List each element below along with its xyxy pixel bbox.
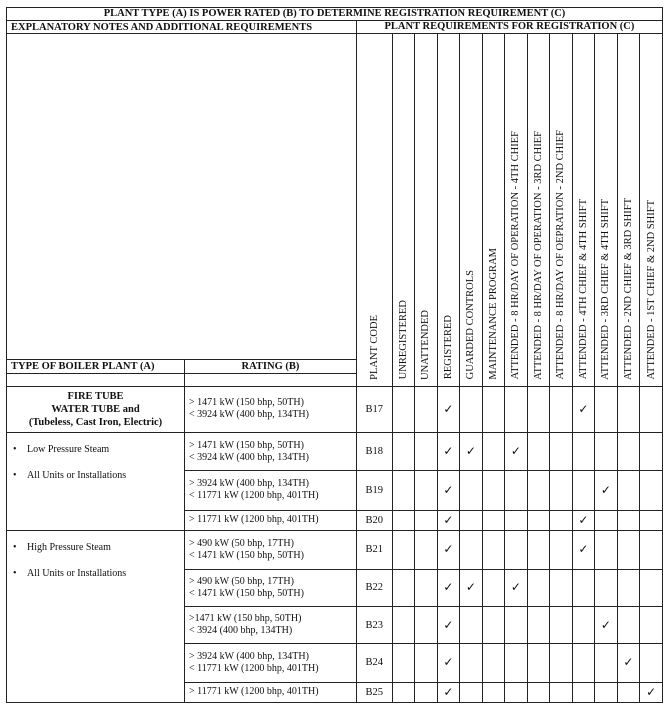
text-line: < 3924 kW (400 bhp, 134TH) — [189, 451, 309, 463]
text-line: > 490 kW (50 bhp, 17TH) — [189, 537, 294, 549]
table-row — [7, 386, 663, 433]
plant-code-cell: B25 — [356, 682, 392, 702]
column-header — [550, 34, 573, 386]
empty-cell — [550, 607, 573, 644]
empty-cell — [617, 607, 640, 644]
check-mark-icon: ✓ — [505, 569, 528, 607]
empty-cell — [550, 643, 573, 682]
empty-cell — [392, 607, 415, 644]
text-line: > 11771 kW (1200 bhp, 401TH) — [189, 514, 319, 526]
check-mark-icon: ✓ — [572, 510, 595, 530]
empty-cell — [460, 682, 483, 702]
empty-cell — [505, 643, 528, 682]
column-header — [595, 34, 618, 386]
rating-cell — [185, 470, 357, 510]
column-header-label: REGISTERED — [442, 315, 454, 380]
empty-cell — [617, 682, 640, 702]
empty-cell — [482, 386, 505, 433]
check-mark-icon: ✓ — [617, 643, 640, 682]
column-header-label: MAINTENANCE PROGRAM — [487, 247, 499, 380]
empty-cell — [550, 530, 573, 569]
column-header-label: ATTENDED - 8 HR/DAY OF OEPRATION - 2ND CHIEF — [555, 130, 567, 380]
plant-group-notes — [7, 530, 185, 702]
empty-cell — [415, 470, 438, 510]
empty-cell — [415, 643, 438, 682]
column-header — [437, 34, 460, 386]
column-header — [415, 34, 438, 386]
empty-cell — [392, 433, 415, 471]
empty-cell — [505, 386, 528, 433]
empty-cell — [460, 386, 483, 433]
text-line: > 3924 kW (400 bhp, 134TH) — [189, 650, 309, 662]
empty-cell — [415, 607, 438, 644]
column-header — [392, 34, 415, 386]
empty-cell — [392, 530, 415, 569]
plant-code-cell: B21 — [356, 530, 392, 569]
explanatory-notes-header: EXPLANATORY NOTES AND ADDITIONAL REQUIREMENTS — [7, 21, 357, 34]
check-mark-icon: ✓ — [437, 510, 460, 530]
plant-code-cell: B20 — [356, 510, 392, 530]
empty-cell — [460, 530, 483, 569]
empty-cell — [617, 569, 640, 607]
check-mark-icon: ✓ — [437, 530, 460, 569]
rating-cell — [185, 530, 357, 569]
column-header-label: ATTENDED - 4TH CHIEF & 4TH SHIFT — [577, 199, 589, 380]
plant-requirements-header: PLANT REQUIREMENTS FOR REGISTRATION (C) — [356, 21, 662, 34]
empty-cell — [572, 682, 595, 702]
empty-cell — [460, 643, 483, 682]
empty-cell — [640, 510, 663, 530]
empty-cell — [595, 643, 618, 682]
check-mark-icon: ✓ — [437, 470, 460, 510]
empty-cell — [527, 510, 550, 530]
text-line: < 3924 kW (400 bhp, 134TH) — [189, 409, 309, 421]
empty-cell — [595, 682, 618, 702]
text-line: > 1471 kW (150 bhp, 50TH) — [189, 439, 304, 451]
empty-cell — [550, 569, 573, 607]
plant-type-line: (Tubeless, Cast Iron, Electric) — [28, 416, 163, 428]
empty-cell — [415, 569, 438, 607]
bullet-item: • All Units or Installations — [13, 567, 180, 580]
empty-cell — [572, 470, 595, 510]
check-mark-icon: ✓ — [437, 569, 460, 607]
text-line: < 11771 kW (1200 bhp, 401TH) — [189, 490, 319, 502]
empty-cell — [595, 510, 618, 530]
empty-cell — [392, 643, 415, 682]
empty-cell — [392, 470, 415, 510]
column-header — [505, 34, 528, 386]
check-mark-icon: ✓ — [460, 569, 483, 607]
empty-cell — [415, 510, 438, 530]
column-header-label: ATTENDED - 3RD CHIEF & 4TH SHIFT — [600, 198, 612, 380]
check-mark-icon: ✓ — [437, 607, 460, 644]
column-header — [640, 34, 663, 386]
empty-cell — [505, 470, 528, 510]
empty-cell — [595, 433, 618, 471]
empty-cell — [527, 682, 550, 702]
rating-cell — [185, 569, 357, 607]
text-line: > 3924 kW (400 bhp, 134TH) — [189, 478, 309, 490]
table-row — [7, 530, 663, 569]
check-mark-icon: ✓ — [437, 386, 460, 433]
rating-cell — [185, 433, 357, 471]
registration-requirements-table — [6, 7, 663, 703]
bullet-item: • High Pressure Steam — [13, 541, 180, 554]
text-line: < 1471 kW (150 bhp, 50TH) — [189, 549, 304, 561]
empty-cell — [460, 607, 483, 644]
column-header — [460, 34, 483, 386]
empty-cell — [617, 470, 640, 510]
column-header-label: UNATTENDED — [420, 309, 432, 380]
check-mark-icon: ✓ — [437, 643, 460, 682]
bullet-item: • Low Pressure Steam — [13, 443, 180, 456]
plant-type-line: WATER TUBE and — [51, 403, 140, 415]
check-mark-icon: ✓ — [595, 470, 618, 510]
text-line: >1471 kW (150 bhp, 50TH) — [189, 613, 302, 625]
empty-cell — [617, 386, 640, 433]
plant-code-cell: B23 — [356, 607, 392, 644]
empty-cell — [572, 569, 595, 607]
check-mark-icon: ✓ — [460, 433, 483, 471]
empty-cell — [640, 569, 663, 607]
empty-cell — [617, 530, 640, 569]
empty-cell — [482, 682, 505, 702]
empty-cell — [415, 433, 438, 471]
empty-cell — [640, 470, 663, 510]
empty-cell — [550, 510, 573, 530]
plant-type-description — [7, 386, 185, 433]
plant-type-header: TYPE OF BOILER PLANT (A) — [7, 360, 185, 374]
plant-code-cell: B24 — [356, 643, 392, 682]
empty-cell — [482, 433, 505, 471]
plant-code-cell: B18 — [356, 433, 392, 471]
plant-code-cell: B17 — [356, 386, 392, 433]
column-header — [572, 34, 595, 386]
column-header-label: GUARDED CONTROLS — [465, 270, 477, 380]
rating-cell — [185, 510, 357, 530]
column-header-label: ATTENDED - 8 HR/DAY OF OPERATION - 4TH CHIEF — [510, 131, 522, 380]
empty-cell — [595, 386, 618, 433]
check-mark-icon: ✓ — [572, 386, 595, 433]
check-mark-icon: ✓ — [640, 682, 663, 702]
column-header-label: PLANT CODE — [368, 314, 380, 380]
empty-cell — [550, 433, 573, 471]
empty-cell — [640, 386, 663, 433]
text-line: < 11771 kW (1200 bhp, 401TH) — [189, 662, 319, 674]
empty-cell — [460, 510, 483, 530]
column-header — [482, 34, 505, 386]
empty-cell — [392, 682, 415, 702]
empty-cell — [595, 530, 618, 569]
empty-cell — [505, 510, 528, 530]
empty-cell — [572, 643, 595, 682]
plant-code-cell: B22 — [356, 569, 392, 607]
empty-cell — [415, 386, 438, 433]
empty-cell — [527, 643, 550, 682]
empty-cell — [392, 386, 415, 433]
column-header — [617, 34, 640, 386]
empty-cell — [640, 433, 663, 471]
empty-cell — [550, 386, 573, 433]
spacer-cell — [185, 374, 357, 386]
column-header-label: ATTENDED - 1ST CHIEF & 2ND SHIFT — [645, 200, 657, 380]
empty-cell — [550, 470, 573, 510]
check-mark-icon: ✓ — [505, 433, 528, 471]
text-line: > 11771 kW (1200 bhp, 401TH) — [189, 686, 319, 698]
empty-cell — [415, 682, 438, 702]
notes-blank-area — [7, 34, 357, 360]
empty-cell — [482, 569, 505, 607]
empty-cell — [505, 682, 528, 702]
empty-cell — [640, 643, 663, 682]
column-header — [356, 34, 392, 386]
rating-cell — [185, 607, 357, 644]
empty-cell — [505, 530, 528, 569]
empty-cell — [550, 682, 573, 702]
rating-cell — [185, 643, 357, 682]
spacer-cell — [7, 374, 185, 386]
check-mark-icon: ✓ — [572, 530, 595, 569]
empty-cell — [640, 530, 663, 569]
empty-cell — [505, 607, 528, 644]
empty-cell — [617, 433, 640, 471]
rating-header: RATING (B) — [185, 360, 357, 374]
rating-cell — [185, 682, 357, 702]
empty-cell — [527, 607, 550, 644]
empty-cell — [482, 643, 505, 682]
text-line: > 490 kW (50 bhp, 17TH) — [189, 575, 294, 587]
empty-cell — [527, 569, 550, 607]
empty-cell — [415, 530, 438, 569]
column-header-label: UNREGISTERED — [397, 300, 409, 380]
empty-cell — [617, 510, 640, 530]
table-row — [7, 433, 663, 471]
check-mark-icon: ✓ — [595, 607, 618, 644]
empty-cell — [482, 530, 505, 569]
bullet-item: • All Units or Installations — [13, 469, 180, 482]
column-header-label: ATTENDED - 2ND CHIEF & 3RD SHIFT — [622, 197, 634, 380]
empty-cell — [527, 433, 550, 471]
empty-cell — [460, 470, 483, 510]
plant-group-notes — [7, 433, 185, 531]
check-mark-icon: ✓ — [437, 682, 460, 702]
empty-cell — [527, 470, 550, 510]
empty-cell — [640, 607, 663, 644]
empty-cell — [482, 510, 505, 530]
empty-cell — [572, 607, 595, 644]
empty-cell — [482, 470, 505, 510]
empty-cell — [482, 607, 505, 644]
column-header-label: ATTENDED - 8 HR/DAY OF OPERATION - 3RD CHIEF — [532, 130, 544, 380]
text-line: > 1471 kW (150 bhp, 50TH) — [189, 397, 304, 409]
empty-cell — [527, 386, 550, 433]
empty-cell — [595, 569, 618, 607]
column-header — [527, 34, 550, 386]
plant-code-cell: B19 — [356, 470, 392, 510]
text-line: < 1471 kW (150 bhp, 50TH) — [189, 587, 304, 599]
rating-cell — [185, 386, 357, 433]
empty-cell — [392, 569, 415, 607]
plant-type-line: FIRE TUBE — [67, 390, 124, 402]
check-mark-icon: ✓ — [437, 433, 460, 471]
empty-cell — [392, 510, 415, 530]
text-line: < 3924 (400 bhp, 134TH) — [189, 625, 293, 637]
table-title: PLANT TYPE (A) IS POWER RATED (B) TO DETERMINE REGISTRATION REQUIREMENT (C) — [7, 8, 663, 21]
empty-cell — [572, 433, 595, 471]
empty-cell — [527, 530, 550, 569]
